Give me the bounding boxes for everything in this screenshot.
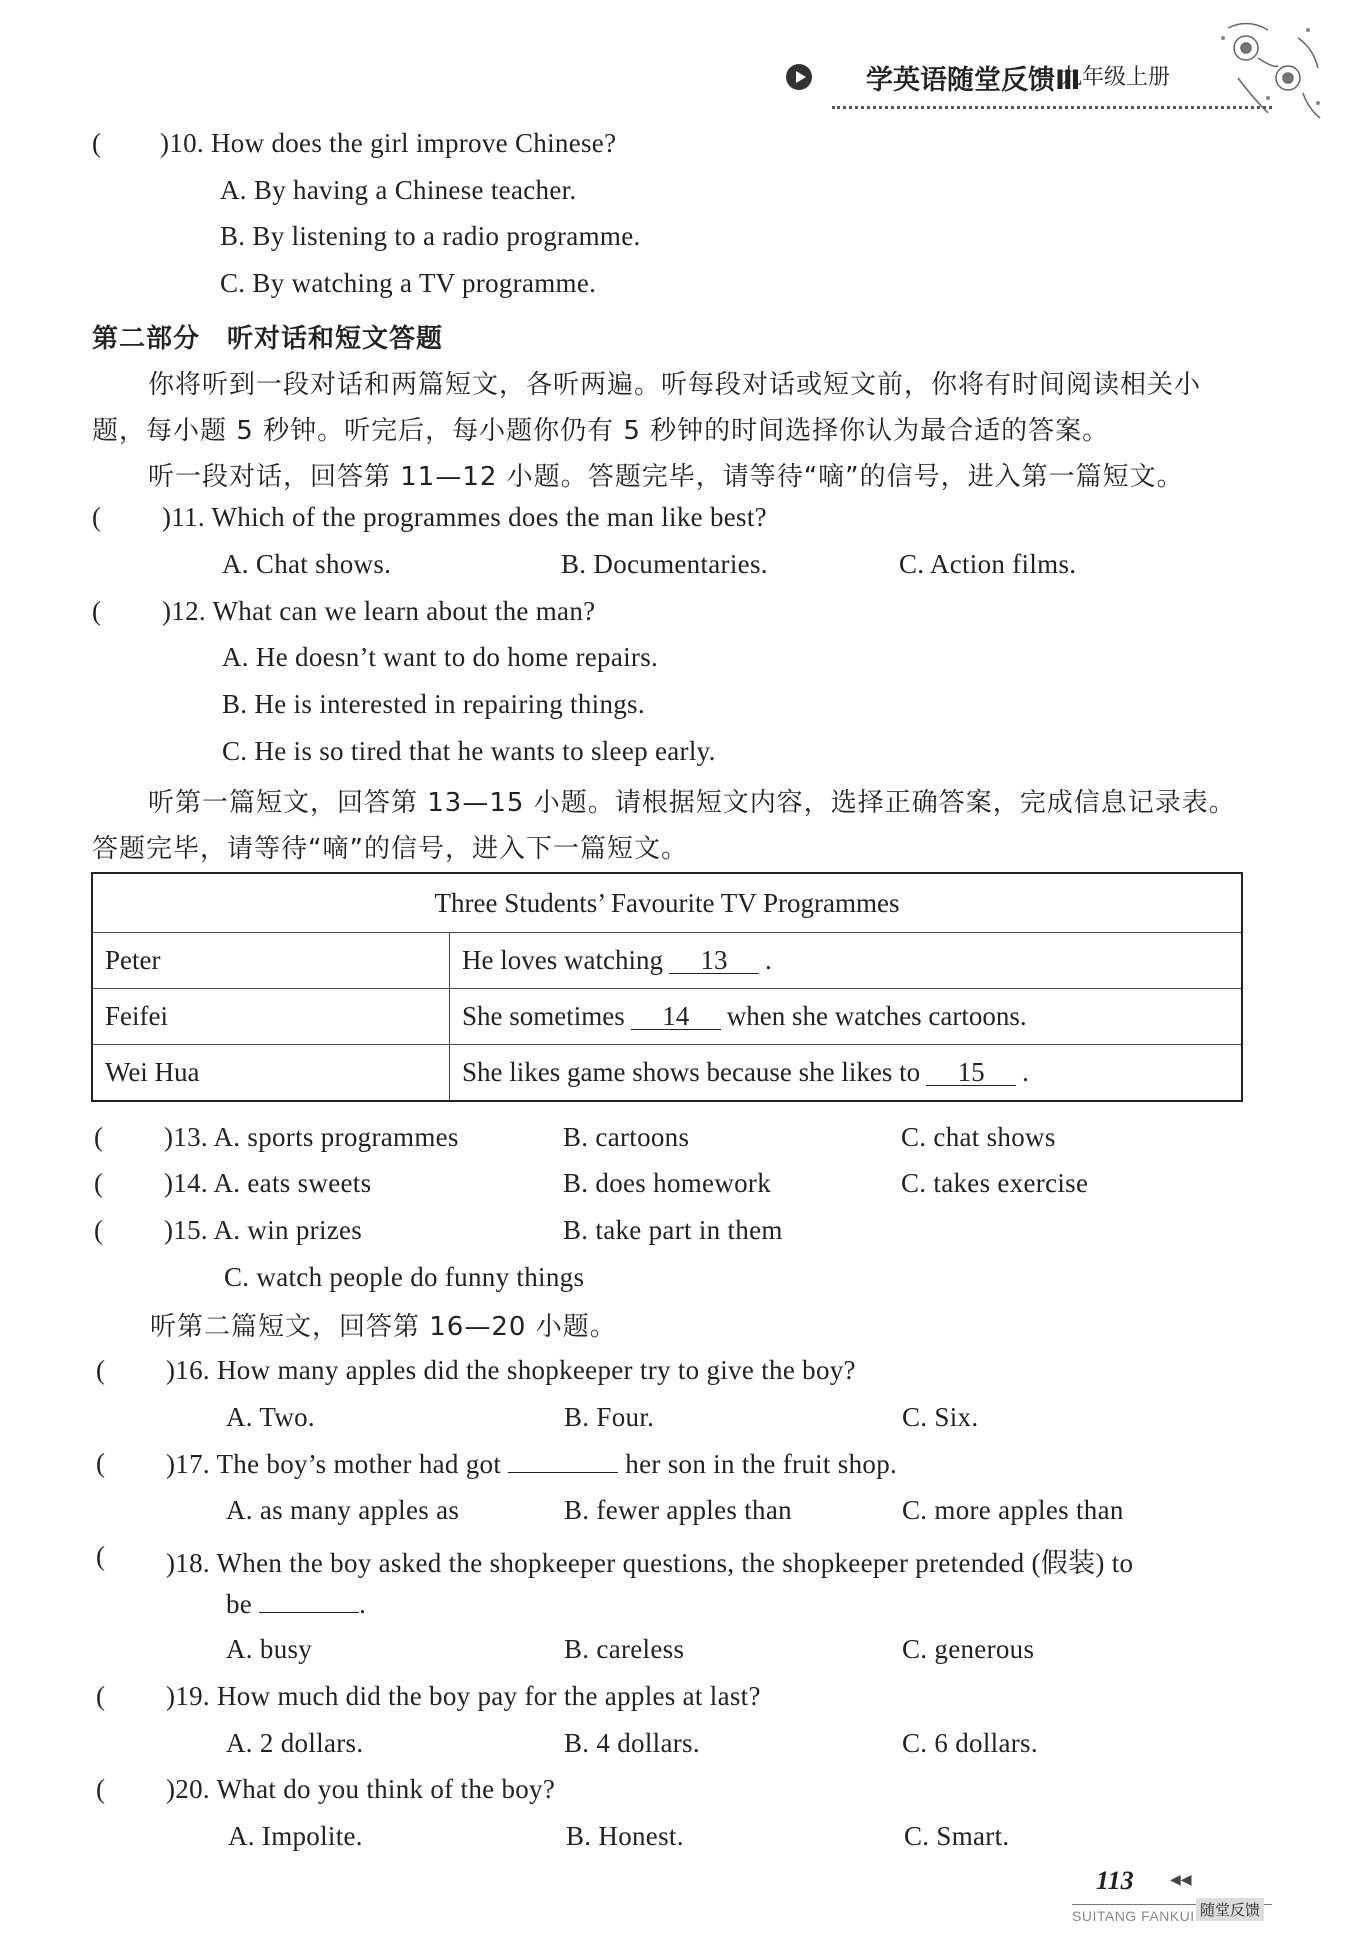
option-c: C. chat shows: [901, 1122, 1056, 1152]
option-a: A. 2 dollars.: [226, 1728, 364, 1758]
option-a: A. By having a Chinese teacher.: [220, 175, 577, 205]
answer-paren: (: [94, 1168, 104, 1198]
answer-blank[interactable]: [259, 1588, 359, 1613]
answer-blank[interactable]: 15: [926, 1059, 1016, 1086]
option-b: B. 4 dollars.: [564, 1728, 700, 1758]
table-cell: [450, 989, 1243, 1045]
footer-badge: 随堂反馈: [1196, 1898, 1264, 1921]
header-title: 学英语随堂反馈Ⅲ: [866, 65, 1081, 96]
header-subtitle: 九年级上册: [1060, 65, 1171, 90]
question-stem: )18. When the boy asked the shopkeeper questions, the shopkeeper pretended (假装) to: [166, 1548, 1134, 1578]
cell-text: She likes game shows because she likes to: [462, 1057, 921, 1087]
option-b: B. Honest.: [566, 1821, 684, 1851]
stem-text: )17. The boy’s mother had got: [166, 1449, 502, 1479]
option-a: A. He doesn’t want to do home repairs.: [222, 642, 659, 672]
option-a: A. busy: [226, 1634, 313, 1664]
play-circle-icon: [786, 64, 812, 90]
question-stem: )12. What can we learn about the man?: [162, 596, 596, 626]
option-c: C. watch people do funny things: [224, 1262, 585, 1292]
cell-text: .: [764, 945, 772, 975]
instruction-line: 听第二篇短文，回答第 16—20 小题。: [150, 1312, 617, 1342]
info-record-table: [91, 872, 1243, 1102]
option-a: A. Impolite.: [228, 1821, 363, 1851]
option-a: )15. A. win prizes: [164, 1215, 363, 1245]
option-c: C. takes exercise: [901, 1168, 1089, 1198]
option-a: )14. A. eats sweets: [164, 1168, 372, 1198]
option-c: C. 6 dollars.: [902, 1728, 1038, 1758]
answer-blank[interactable]: 13: [669, 947, 759, 974]
answer-paren: (: [96, 1448, 106, 1478]
option-c: C. more apples than: [902, 1495, 1124, 1525]
answer-paren: (: [94, 1215, 104, 1245]
option-b: B. By listening to a radio programme.: [220, 221, 641, 251]
option-b: B. Documentaries.: [561, 549, 768, 579]
instruction-line: 题，每小题 5 秒钟。听完后，每小题你仍有 5 秒钟的时间选择你认为最合适的答案。: [92, 416, 1110, 446]
question-stem-continued: [226, 1588, 366, 1620]
answer-paren: (: [94, 1122, 104, 1152]
instruction-line: 听第一篇短文，回答第 13—15 小题。请根据短文内容，选择正确答案，完成信息记录表。: [148, 788, 1236, 818]
double-arrow-left-icon: ◀◀: [1170, 1872, 1192, 1888]
page-number: 113: [1096, 1866, 1134, 1895]
option-c: C. By watching a TV programme.: [220, 268, 597, 298]
option-c: C. He is so tired that he wants to sleep early.: [222, 736, 716, 766]
question-stem: [166, 1448, 897, 1480]
table-row: [92, 989, 1242, 1045]
answer-paren: (: [92, 596, 102, 626]
table-row: [92, 1045, 1242, 1102]
table-caption: Three Students’ Favourite TV Programmes: [92, 873, 1242, 933]
instruction-line: 听一段对话，回答第 11—12 小题。答题完毕，请等待“嘀”的信号，进入第一篇短文。: [148, 462, 1184, 492]
section-title: 第二部分 听对话和短文答题: [92, 324, 444, 354]
student-name: Peter: [92, 933, 450, 989]
answer-paren: (: [92, 128, 102, 158]
question-stem: )11. Which of the programmes does the man like best?: [162, 502, 767, 532]
option-b: B. cartoons: [563, 1122, 690, 1152]
answer-blank[interactable]: [508, 1448, 618, 1473]
answer-paren: (: [96, 1774, 106, 1804]
cell-text: when she watches cartoons.: [726, 1001, 1027, 1031]
header-dotted-rule: [832, 106, 1272, 109]
stem-text: her son in the fruit shop.: [625, 1449, 898, 1479]
option-c: C. Smart.: [904, 1821, 1010, 1851]
cell-text: .: [1022, 1057, 1029, 1087]
cell-text: He loves watching: [462, 945, 663, 975]
answer-paren: (: [96, 1355, 106, 1385]
student-name: Wei Hua: [92, 1045, 450, 1102]
question-stem: )16. How many apples did the shopkeeper try to give the boy?: [166, 1355, 856, 1385]
question-stem: )19. How much did the boy pay for the apples at last?: [166, 1681, 761, 1711]
table-cell: [450, 933, 1243, 989]
option-a: A. as many apples as: [226, 1495, 460, 1525]
cell-text: She sometimes: [462, 1001, 625, 1031]
stem-text: .: [359, 1589, 367, 1619]
flower-decoration-icon: [1208, 18, 1328, 128]
option-b: B. careless: [564, 1634, 685, 1664]
option-b: B. does homework: [563, 1168, 772, 1198]
option-a: A. Two.: [226, 1402, 315, 1432]
option-a: )13. A. sports programmes: [164, 1122, 459, 1152]
option-b: B. Four.: [564, 1402, 655, 1432]
option-b: B. take part in them: [563, 1215, 783, 1245]
answer-paren: (: [92, 502, 102, 532]
table-row: [92, 933, 1242, 989]
instruction-line: 你将听到一段对话和两篇短文，各听两遍。听每段对话或短文前，你将有时间阅读相关小: [148, 370, 1202, 400]
option-c: C. Action films.: [899, 549, 1077, 579]
option-a: A. Chat shows.: [222, 549, 392, 579]
footer-label-en: SUITANG FANKUI: [1072, 1908, 1195, 1924]
instruction-line: 答题完毕，请等待“嘀”的信号，进入下一篇短文。: [92, 834, 688, 864]
stem-text: be: [226, 1589, 253, 1619]
question-stem: )20. What do you think of the boy?: [166, 1774, 556, 1804]
student-name: Feifei: [92, 989, 450, 1045]
answer-paren: (: [96, 1541, 106, 1571]
option-b: B. fewer apples than: [564, 1495, 792, 1525]
question-stem: )10. How does the girl improve Chinese?: [160, 128, 617, 158]
option-b: B. He is interested in repairing things.: [222, 689, 645, 719]
answer-blank[interactable]: 14: [631, 1003, 721, 1030]
option-c: C. Six.: [902, 1402, 979, 1432]
option-c: C. generous: [902, 1634, 1035, 1664]
answer-paren: (: [96, 1681, 106, 1711]
table-cell: [450, 1045, 1243, 1102]
